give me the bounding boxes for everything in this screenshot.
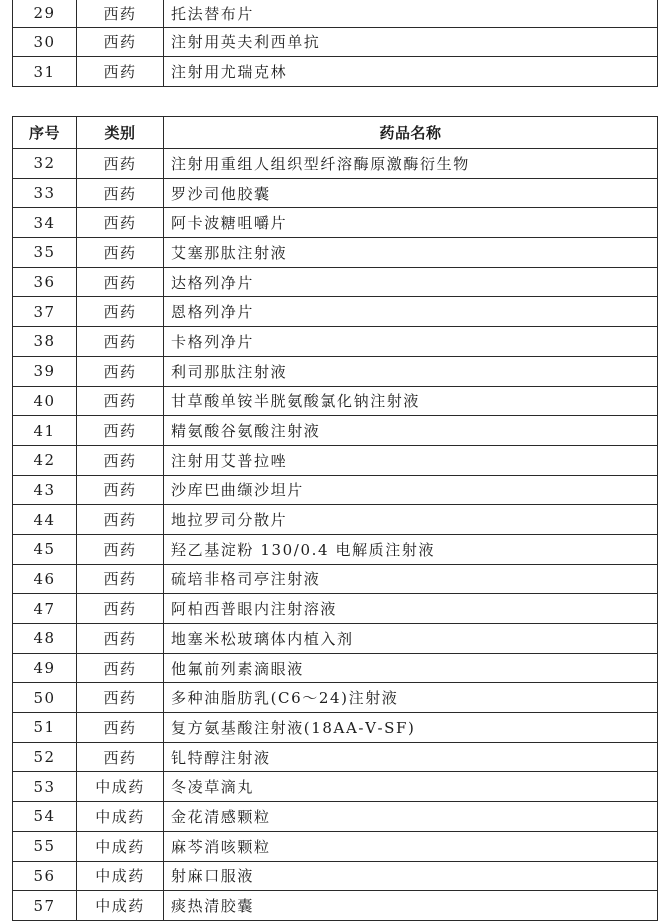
table-row xyxy=(13,772,658,802)
category-cell: 西药 xyxy=(77,653,164,683)
table-row xyxy=(13,445,658,475)
serial-number-cell: 50 xyxy=(13,683,77,713)
drug-name-cell: 羟乙基淀粉 130/0.4 电解质注射液 xyxy=(164,534,658,564)
serial-number-cell: 52 xyxy=(13,742,77,772)
serial-number-cell: 38 xyxy=(13,327,77,357)
serial-number-cell: 36 xyxy=(13,267,77,297)
serial-number-cell: 40 xyxy=(13,386,77,416)
serial-number-cell: 30 xyxy=(13,27,77,57)
serial-number-cell: 47 xyxy=(13,594,77,624)
table-row xyxy=(13,653,658,683)
category-cell: 西药 xyxy=(77,713,164,743)
category-cell: 中成药 xyxy=(77,831,164,861)
category-cell: 西药 xyxy=(77,445,164,475)
table-row xyxy=(13,594,658,624)
drug-name-cell: 阿柏西普眼内注射溶液 xyxy=(164,594,658,624)
table-row xyxy=(13,683,658,713)
serial-number-cell: 42 xyxy=(13,445,77,475)
category-cell: 西药 xyxy=(77,594,164,624)
serial-number-cell: 41 xyxy=(13,416,77,446)
drug-name-cell: 注射用尤瑞克林 xyxy=(164,57,658,87)
table-row xyxy=(13,178,658,208)
serial-number-cell: 49 xyxy=(13,653,77,683)
category-cell: 西药 xyxy=(77,505,164,535)
category-cell: 西药 xyxy=(77,27,164,57)
serial-number-cell: 56 xyxy=(13,861,77,891)
serial-number-cell: 55 xyxy=(13,831,77,861)
table-row xyxy=(13,416,658,446)
serial-number-cell: 29 xyxy=(13,0,77,27)
serial-number-cell: 44 xyxy=(13,505,77,535)
header-serial-number: 序号 xyxy=(13,117,77,149)
header-drug-name: 药品名称 xyxy=(164,117,658,149)
serial-number-cell: 43 xyxy=(13,475,77,505)
category-cell: 中成药 xyxy=(77,802,164,832)
category-cell: 西药 xyxy=(77,327,164,357)
serial-number-cell: 45 xyxy=(13,534,77,564)
table-body xyxy=(13,149,658,921)
category-cell: 西药 xyxy=(77,564,164,594)
category-cell: 西药 xyxy=(77,149,164,179)
serial-number-cell: 32 xyxy=(13,149,77,179)
drug-name-cell: 甘草酸单铵半胱氨酸氯化钠注射液 xyxy=(164,386,658,416)
category-cell: 西药 xyxy=(77,0,164,27)
category-cell: 西药 xyxy=(77,356,164,386)
table-row xyxy=(13,0,658,27)
drug-name-cell: 达格列净片 xyxy=(164,267,658,297)
table-row xyxy=(13,208,658,238)
table-row xyxy=(13,742,658,772)
serial-number-cell: 33 xyxy=(13,178,77,208)
table-row xyxy=(13,713,658,743)
drug-name-cell: 硫培非格司亭注射液 xyxy=(164,564,658,594)
table-row xyxy=(13,831,658,861)
category-cell: 西药 xyxy=(77,57,164,87)
drug-name-cell: 钆特醇注射液 xyxy=(164,742,658,772)
drug-name-cell: 沙库巴曲缬沙坦片 xyxy=(164,475,658,505)
serial-number-cell: 53 xyxy=(13,772,77,802)
table-row xyxy=(13,149,658,179)
table-row xyxy=(13,356,658,386)
table-row xyxy=(13,564,658,594)
drug-name-cell: 地塞米松玻璃体内植入剂 xyxy=(164,624,658,654)
category-cell: 西药 xyxy=(77,416,164,446)
category-cell: 中成药 xyxy=(77,891,164,921)
serial-number-cell: 35 xyxy=(13,238,77,268)
drug-name-cell: 精氨酸谷氨酸注射液 xyxy=(164,416,658,446)
table-row xyxy=(13,297,658,327)
drug-name-cell: 金花清感颗粒 xyxy=(164,802,658,832)
drug-name-cell: 利司那肽注射液 xyxy=(164,356,658,386)
drug-name-cell: 射麻口服液 xyxy=(164,861,658,891)
serial-number-cell: 31 xyxy=(13,57,77,87)
category-cell: 西药 xyxy=(77,178,164,208)
category-cell: 西药 xyxy=(77,208,164,238)
table-row xyxy=(13,891,658,921)
serial-number-cell: 46 xyxy=(13,564,77,594)
drug-name-cell: 艾塞那肽注射液 xyxy=(164,238,658,268)
drug-name-cell: 罗沙司他胶囊 xyxy=(164,178,658,208)
category-cell: 中成药 xyxy=(77,861,164,891)
serial-number-cell: 48 xyxy=(13,624,77,654)
serial-number-cell: 51 xyxy=(13,713,77,743)
drug-name-cell: 托法替布片 xyxy=(164,0,658,27)
table-row xyxy=(13,386,658,416)
category-cell: 西药 xyxy=(77,534,164,564)
drug-name-cell: 痰热清胶囊 xyxy=(164,891,658,921)
drug-name-cell: 冬凌草滴丸 xyxy=(164,772,658,802)
table-row xyxy=(13,238,658,268)
serial-number-cell: 57 xyxy=(13,891,77,921)
category-cell: 西药 xyxy=(77,475,164,505)
table-row xyxy=(13,802,658,832)
drug-name-cell: 恩格列净片 xyxy=(164,297,658,327)
header-row xyxy=(13,117,658,149)
table-body xyxy=(13,0,658,86)
drug-name-cell: 他氟前列素滴眼液 xyxy=(164,653,658,683)
serial-number-cell: 39 xyxy=(13,356,77,386)
serial-number-cell: 37 xyxy=(13,297,77,327)
drug-name-cell: 注射用艾普拉唑 xyxy=(164,445,658,475)
category-cell: 中成药 xyxy=(77,772,164,802)
drug-name-cell: 地拉罗司分散片 xyxy=(164,505,658,535)
category-cell: 西药 xyxy=(77,683,164,713)
serial-number-cell: 34 xyxy=(13,208,77,238)
table-row xyxy=(13,327,658,357)
table-row xyxy=(13,267,658,297)
drug-name-cell: 麻芩消咳颗粒 xyxy=(164,831,658,861)
drug-table xyxy=(12,116,658,921)
drug-name-cell: 阿卡波糖咀嚼片 xyxy=(164,208,658,238)
table-row xyxy=(13,475,658,505)
table-row xyxy=(13,861,658,891)
table-header xyxy=(13,117,658,149)
serial-number-cell: 54 xyxy=(13,802,77,832)
drug-name-cell: 注射用重组人组织型纤溶酶原激酶衍生物 xyxy=(164,149,658,179)
category-cell: 西药 xyxy=(77,742,164,772)
table-row xyxy=(13,624,658,654)
category-cell: 西药 xyxy=(77,267,164,297)
drug-name-cell: 卡格列净片 xyxy=(164,327,658,357)
category-cell: 西药 xyxy=(77,624,164,654)
drug-name-cell: 复方氨基酸注射液(18AA-Ⅴ-SF) xyxy=(164,713,658,743)
header-category: 类别 xyxy=(77,117,164,149)
category-cell: 西药 xyxy=(77,386,164,416)
table-row xyxy=(13,534,658,564)
drug-name-cell: 注射用英夫利西单抗 xyxy=(164,27,658,57)
category-cell: 西药 xyxy=(77,297,164,327)
drug-name-cell: 多种油脂肪乳(C6～24)注射液 xyxy=(164,683,658,713)
category-cell: 西药 xyxy=(77,238,164,268)
table-row xyxy=(13,57,658,87)
drug-table-continued xyxy=(12,0,658,87)
table-row xyxy=(13,27,658,57)
table-row xyxy=(13,505,658,535)
